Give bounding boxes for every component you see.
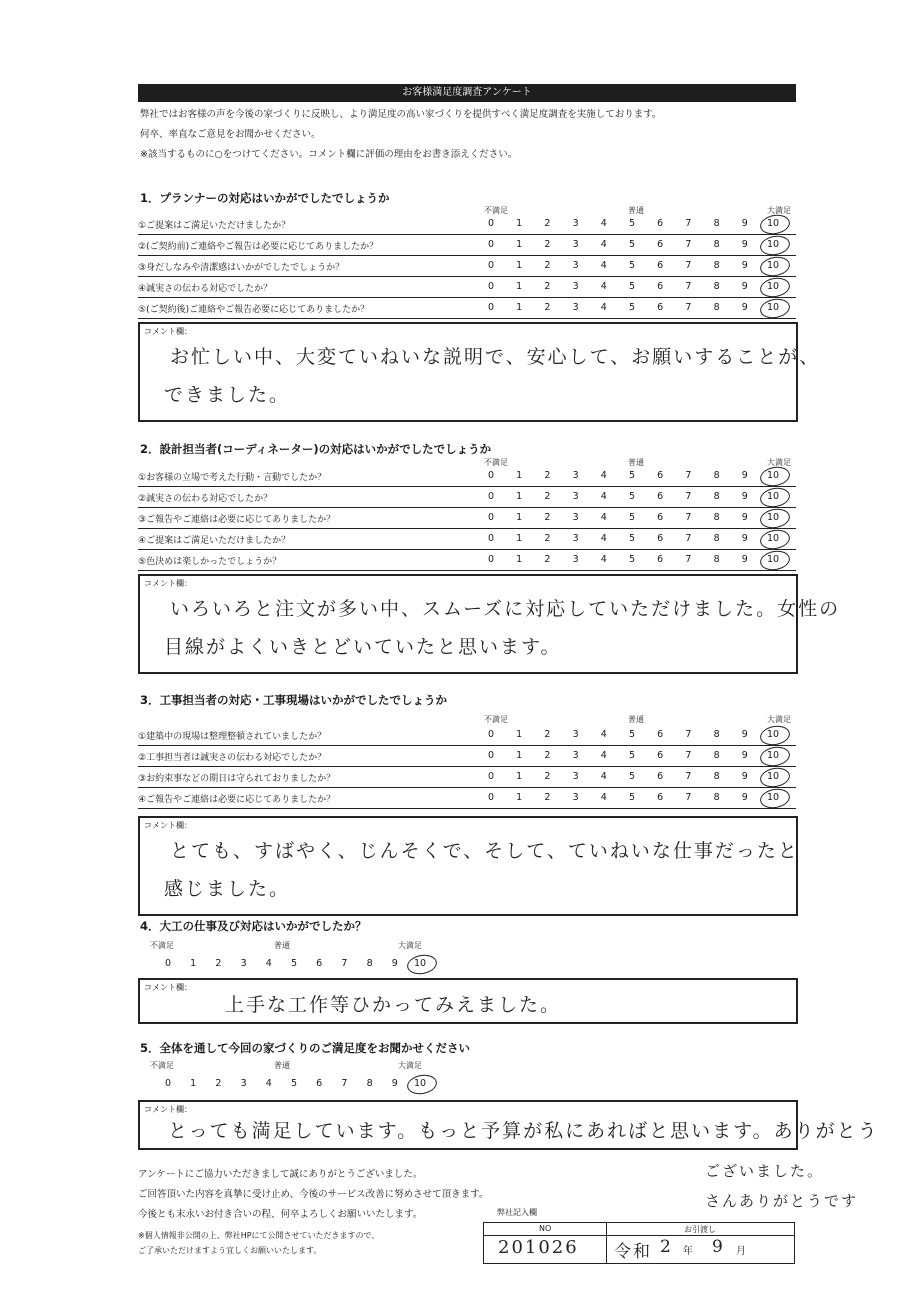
score-option-8[interactable]: 8 bbox=[713, 239, 720, 250]
score-option-0[interactable]: 0 bbox=[487, 792, 495, 803]
score-option-8[interactable]: 8 bbox=[713, 491, 720, 502]
score-option-5[interactable]: 5 bbox=[628, 491, 636, 502]
scale-low-label: 不満足 bbox=[484, 458, 508, 467]
score-option-5[interactable]: 5 bbox=[628, 260, 636, 271]
score-option-7[interactable]: 7 bbox=[685, 302, 692, 313]
footer-note-2: ご了承いただけますよう宜しくお願いいたします。 bbox=[138, 1246, 322, 1255]
selected-score-circle bbox=[759, 255, 792, 279]
score-option-3[interactable]: 3 bbox=[572, 554, 579, 565]
scale-high-label: 大満足 bbox=[767, 206, 791, 215]
question-text: ⑤(ご契約後)ご連絡やご報告必要に応じてありましたか？ bbox=[138, 305, 370, 315]
score-option-1[interactable]: 1 bbox=[516, 792, 523, 803]
score-option-10[interactable]: 10 bbox=[413, 1078, 427, 1089]
score-option-3[interactable]: 3 bbox=[572, 302, 579, 313]
scale-low-label: 不満足 bbox=[150, 1061, 174, 1070]
question-text: ①建築中の現場は整理整頓されていましたか？ bbox=[138, 732, 327, 742]
score-option-9[interactable]: 9 bbox=[741, 729, 748, 740]
score-option-6[interactable]: 6 bbox=[657, 771, 664, 782]
score-option-7[interactable]: 7 bbox=[685, 729, 692, 740]
score-option-5[interactable]: 5 bbox=[628, 729, 636, 740]
score-option-10[interactable]: 10 bbox=[766, 218, 780, 229]
scale-low-label: 不満足 bbox=[150, 941, 174, 950]
intro-line-3: ※該当するものに○をつけてください。コメント欄に評価の理由をお書き添えください。 bbox=[140, 149, 518, 160]
comment-label: コメント欄： bbox=[144, 327, 192, 336]
office-no-value: 201026 bbox=[498, 1237, 579, 1258]
score-option-1[interactable]: 1 bbox=[190, 958, 197, 969]
score-option-7[interactable]: 7 bbox=[685, 792, 692, 803]
section-5-title: 5．全体を通して今回の家づくりのご満足度をお聞かせください bbox=[140, 1041, 470, 1055]
score-option-3[interactable]: 3 bbox=[572, 792, 579, 803]
score-option-6[interactable]: 6 bbox=[657, 239, 664, 250]
score-option-3[interactable]: 3 bbox=[572, 218, 579, 229]
score-option-4[interactable]: 4 bbox=[600, 729, 607, 740]
score-option-1[interactable]: 1 bbox=[516, 771, 523, 782]
score-option-3[interactable]: 3 bbox=[572, 512, 579, 523]
score-option-6[interactable]: 6 bbox=[316, 958, 323, 969]
section-2-comment-box bbox=[138, 574, 841, 674]
score-option-9[interactable]: 9 bbox=[741, 554, 748, 565]
score-option-0[interactable]: 0 bbox=[164, 1078, 172, 1089]
score-option-4[interactable]: 4 bbox=[600, 533, 607, 544]
selected-score-circle bbox=[406, 953, 439, 977]
section-3-comment-box bbox=[138, 816, 798, 916]
score-option-7[interactable]: 7 bbox=[685, 218, 692, 229]
score-option-4[interactable]: 4 bbox=[600, 792, 607, 803]
score-option-1[interactable]: 1 bbox=[516, 533, 523, 544]
score-option-3[interactable]: 3 bbox=[240, 1078, 247, 1089]
selected-score-circle bbox=[759, 549, 792, 573]
selected-score-circle bbox=[759, 787, 792, 811]
intro-line-1: 弊社ではお客様の声を今後の家づくりに反映し、より満足度の高い家づくりを提供すべく満足度調査を実施しております。 bbox=[140, 109, 662, 120]
score-option-3[interactable]: 3 bbox=[572, 533, 579, 544]
score-option-9[interactable]: 9 bbox=[741, 260, 748, 271]
question-text: ②誠実さの伝わる対応でしたか？ bbox=[138, 494, 273, 504]
score-option-4[interactable]: 4 bbox=[600, 260, 607, 271]
score-option-2[interactable]: 2 bbox=[544, 302, 551, 313]
handwritten-comment: お忙しい中、大変ていねいな説明で、安心して、お願いすることが、 bbox=[170, 346, 821, 368]
score-option-3[interactable]: 3 bbox=[572, 281, 579, 292]
score-option-7[interactable]: 7 bbox=[685, 533, 692, 544]
score-option-6[interactable]: 6 bbox=[657, 750, 664, 761]
score-option-5[interactable]: 5 bbox=[628, 792, 636, 803]
score-option-8[interactable]: 8 bbox=[366, 1078, 373, 1089]
selected-score-circle bbox=[759, 724, 792, 748]
score-option-9[interactable]: 9 bbox=[741, 533, 748, 544]
question-text: ①お客様の立場で考えた行動・言動でしたか？ bbox=[138, 473, 327, 483]
score-option-5[interactable]: 5 bbox=[628, 554, 636, 565]
score-option-9[interactable]: 9 bbox=[741, 512, 748, 523]
question-row bbox=[138, 529, 796, 550]
selected-score-circle bbox=[759, 213, 792, 237]
score-option-4[interactable]: 4 bbox=[600, 554, 607, 565]
score-option-3[interactable]: 3 bbox=[572, 260, 579, 271]
score-option-1[interactable]: 1 bbox=[516, 239, 523, 250]
score-option-1[interactable]: 1 bbox=[516, 729, 523, 740]
score-option-5[interactable]: 5 bbox=[628, 302, 636, 313]
score-option-6[interactable]: 6 bbox=[657, 792, 664, 803]
score-option-1[interactable]: 1 bbox=[516, 512, 523, 523]
score-option-0[interactable]: 0 bbox=[487, 470, 495, 481]
office-era: 令和 bbox=[614, 1242, 652, 1262]
score-option-0[interactable]: 0 bbox=[487, 260, 495, 271]
question-row bbox=[138, 298, 796, 319]
score-option-8[interactable]: 8 bbox=[713, 218, 720, 229]
score-option-0[interactable]: 0 bbox=[487, 491, 495, 502]
score-option-3[interactable]: 3 bbox=[572, 729, 579, 740]
score-option-9[interactable]: 9 bbox=[741, 281, 748, 292]
score-option-5[interactable]: 5 bbox=[628, 218, 636, 229]
score-option-0[interactable]: 0 bbox=[487, 533, 495, 544]
score-option-6[interactable]: 6 bbox=[316, 1078, 323, 1089]
score-option-0[interactable]: 0 bbox=[487, 512, 495, 523]
score-option-2[interactable]: 2 bbox=[215, 1078, 222, 1089]
score-option-2[interactable]: 2 bbox=[544, 260, 551, 271]
question-row bbox=[138, 550, 796, 571]
office-year: 2 bbox=[660, 1237, 673, 1257]
office-heading: 弊社記入欄 bbox=[497, 1208, 537, 1217]
score-option-7[interactable]: 7 bbox=[685, 281, 692, 292]
score-option-2[interactable]: 2 bbox=[544, 218, 551, 229]
scale-low-label: 不満足 bbox=[484, 206, 508, 215]
score-option-5[interactable]: 5 bbox=[628, 239, 636, 250]
scale-mid-label: 普通 bbox=[274, 1061, 290, 1070]
score-option-0[interactable]: 0 bbox=[164, 958, 172, 969]
score-option-8[interactable]: 8 bbox=[713, 554, 720, 565]
score-option-7[interactable]: 7 bbox=[685, 512, 692, 523]
score-option-1[interactable]: 1 bbox=[516, 491, 523, 502]
handwritten-comment: 上手な工作等ひかってみえました。 bbox=[225, 994, 562, 1016]
score-option-8[interactable]: 8 bbox=[366, 958, 373, 969]
score-option-8[interactable]: 8 bbox=[713, 729, 720, 740]
score-option-4[interactable]: 4 bbox=[600, 470, 607, 481]
scale-high-label: 大満足 bbox=[398, 1061, 422, 1070]
question-row bbox=[138, 466, 796, 487]
handwritten-comment: 目線がよくいきとどいていたと思います。 bbox=[164, 636, 562, 658]
comment-label: コメント欄： bbox=[144, 821, 192, 830]
section-5-comment-box bbox=[138, 1100, 879, 1150]
score-option-8[interactable]: 8 bbox=[713, 533, 720, 544]
scale-mid-label: 普通 bbox=[274, 941, 290, 950]
score-option-2[interactable]: 2 bbox=[544, 729, 551, 740]
score-option-5[interactable]: 5 bbox=[628, 281, 636, 292]
handwritten-extra-1: ございました。 bbox=[705, 1162, 825, 1180]
intro-line-2: 何卒、率直なご意見をお聞かせください。 bbox=[140, 129, 321, 140]
score-option-8[interactable]: 8 bbox=[713, 260, 720, 271]
score-option-2[interactable]: 2 bbox=[544, 491, 551, 502]
score-option-0[interactable]: 0 bbox=[487, 302, 495, 313]
office-handover-label: お引渡し bbox=[684, 1225, 716, 1234]
score-option-7[interactable]: 7 bbox=[685, 554, 692, 565]
score-option-7[interactable]: 7 bbox=[341, 958, 348, 969]
score-option-1[interactable]: 1 bbox=[516, 218, 523, 229]
score-option-0[interactable]: 0 bbox=[487, 554, 495, 565]
handwritten-comment: いろいろと注文が多い中、スムーズに対応していただけました。女性の bbox=[170, 598, 841, 620]
score-option-1[interactable]: 1 bbox=[190, 1078, 197, 1089]
score-option-9[interactable]: 9 bbox=[741, 771, 748, 782]
score-option-3[interactable]: 3 bbox=[240, 958, 247, 969]
question-text: ②(ご契約前)ご連絡やご報告は必要に応じてありましたか？ bbox=[138, 242, 379, 252]
handwritten-comment: できました。 bbox=[164, 384, 291, 406]
scale-mid-label: 普通 bbox=[628, 458, 644, 467]
score-option-8[interactable]: 8 bbox=[713, 512, 720, 523]
handwritten-comment: とっても満足しています。もっと予算が私にあればと思います。ありがとう bbox=[168, 1120, 879, 1142]
score-option-2[interactable]: 2 bbox=[544, 792, 551, 803]
score-option-1[interactable]: 1 bbox=[516, 260, 523, 271]
comment-label: コメント欄： bbox=[144, 1105, 192, 1114]
score-option-7[interactable]: 7 bbox=[685, 470, 692, 481]
selected-score-circle bbox=[759, 507, 792, 531]
score-option-3[interactable]: 3 bbox=[572, 470, 579, 481]
handwritten-extra-2: さんありがとうです bbox=[705, 1192, 859, 1210]
score-option-8[interactable]: 8 bbox=[713, 792, 720, 803]
question-row bbox=[138, 256, 796, 277]
score-option-10[interactable]: 10 bbox=[413, 958, 427, 969]
question-row bbox=[138, 746, 796, 767]
score-option-2[interactable]: 2 bbox=[544, 533, 551, 544]
question-row bbox=[138, 277, 796, 298]
question-text: ④誠実さの伝わる対応でしたか？ bbox=[138, 284, 273, 294]
survey-title: お客様満足度調査アンケート bbox=[138, 84, 796, 102]
selected-score-circle bbox=[759, 276, 792, 300]
question-text: ①ご提案はご満足いただけましたか？ bbox=[138, 221, 291, 231]
score-option-7[interactable]: 7 bbox=[341, 1078, 348, 1089]
score-option-9[interactable]: 9 bbox=[741, 750, 748, 761]
score-option-10[interactable]: 10 bbox=[766, 302, 780, 313]
footer-improve: ご回答頂いた内容を真摯に受け止め、今後のサービス改善に努めさせて頂きます。 bbox=[138, 1189, 489, 1200]
office-month: 9 bbox=[712, 1237, 725, 1257]
question-row bbox=[138, 235, 796, 256]
question-text: ④ご報告やご連絡は必要に応じてありましたか？ bbox=[138, 795, 336, 805]
score-option-5[interactable]: 5 bbox=[628, 750, 636, 761]
score-option-6[interactable]: 6 bbox=[657, 470, 664, 481]
selected-score-circle bbox=[759, 486, 792, 510]
office-table bbox=[483, 1222, 795, 1264]
section-2-title: 2．設計担当者(コーディネーター)の対応はいかがでしたでしょうか bbox=[140, 442, 492, 456]
score-option-1[interactable]: 1 bbox=[516, 281, 523, 292]
score-option-6[interactable]: 6 bbox=[657, 260, 664, 271]
question-text: ③身だしなみや清潔感はいかがでしたでしょうか？ bbox=[138, 263, 345, 273]
selected-score-circle bbox=[759, 465, 792, 489]
score-option-7[interactable]: 7 bbox=[685, 771, 692, 782]
score-option-7[interactable]: 7 bbox=[685, 491, 692, 502]
scale-high-label: 大満足 bbox=[398, 941, 422, 950]
score-option-0[interactable]: 0 bbox=[487, 218, 495, 229]
score-option-2[interactable]: 2 bbox=[544, 512, 551, 523]
score-option-7[interactable]: 7 bbox=[685, 260, 692, 271]
selected-score-circle bbox=[759, 766, 792, 790]
score-option-3[interactable]: 3 bbox=[572, 491, 579, 502]
score-option-2[interactable]: 2 bbox=[544, 281, 551, 292]
score-option-5[interactable]: 5 bbox=[290, 958, 298, 969]
selected-score-circle bbox=[759, 528, 792, 552]
question-text: ③ご報告やご連絡は必要に応じてありましたか？ bbox=[138, 515, 336, 525]
score-option-5[interactable]: 5 bbox=[628, 512, 636, 523]
score-option-5[interactable]: 5 bbox=[628, 533, 636, 544]
score-option-8[interactable]: 8 bbox=[713, 302, 720, 313]
score-option-3[interactable]: 3 bbox=[572, 771, 579, 782]
office-no-label: NO bbox=[539, 1224, 552, 1233]
section-4-comment-box bbox=[138, 978, 798, 1024]
footer-thanks: アンケートにご協力いただきまして誠にありがとうございました。 bbox=[138, 1169, 423, 1180]
score-option-9[interactable]: 9 bbox=[741, 470, 748, 481]
question-text: ④ご提案はご満足いただけましたか？ bbox=[138, 536, 291, 546]
score-option-8[interactable]: 8 bbox=[713, 771, 720, 782]
handwritten-comment: とても、すばやく、じんそくで、そして、ていねいな仕事だったと bbox=[170, 840, 799, 862]
score-option-1[interactable]: 1 bbox=[516, 554, 523, 565]
score-option-0[interactable]: 0 bbox=[487, 771, 495, 782]
score-option-10[interactable]: 10 bbox=[766, 533, 780, 544]
score-option-4[interactable]: 4 bbox=[600, 281, 607, 292]
office-month-label: 月 bbox=[736, 1246, 746, 1257]
question-text: ②工事担当者は誠実さの伝わる対応でしたか？ bbox=[138, 753, 327, 763]
score-option-3[interactable]: 3 bbox=[572, 750, 579, 761]
score-option-2[interactable]: 2 bbox=[215, 958, 222, 969]
score-option-5[interactable]: 5 bbox=[628, 771, 636, 782]
comment-label: コメント欄： bbox=[144, 983, 192, 992]
score-option-10[interactable]: 10 bbox=[766, 771, 780, 782]
score-option-8[interactable]: 8 bbox=[713, 281, 720, 292]
score-option-6[interactable]: 6 bbox=[657, 491, 664, 502]
score-option-9[interactable]: 9 bbox=[391, 1078, 398, 1089]
section-4-title: 4．大工の仕事及び対応はいかがでしたか？ bbox=[140, 919, 367, 933]
score-option-9[interactable]: 9 bbox=[741, 218, 748, 229]
footer-note-1: ※個人情報非公開の上、弊社HPにて公開させていただきますので、 bbox=[138, 1231, 380, 1240]
score-option-9[interactable]: 9 bbox=[741, 792, 748, 803]
score-option-0[interactable]: 0 bbox=[487, 750, 495, 761]
score-option-8[interactable]: 8 bbox=[713, 470, 720, 481]
score-option-1[interactable]: 1 bbox=[516, 750, 523, 761]
score-option-10[interactable]: 10 bbox=[766, 512, 780, 523]
score-option-6[interactable]: 6 bbox=[657, 281, 664, 292]
score-option-4[interactable]: 4 bbox=[600, 218, 607, 229]
score-option-9[interactable]: 9 bbox=[391, 958, 398, 969]
selected-score-circle bbox=[759, 297, 792, 321]
score-option-7[interactable]: 7 bbox=[685, 239, 692, 250]
scale-mid-label: 普通 bbox=[628, 206, 644, 215]
score-option-1[interactable]: 1 bbox=[516, 302, 523, 313]
score-option-10[interactable]: 10 bbox=[766, 239, 780, 250]
footer-regards: 今後とも末永いお付き合いの程、何卒よろしくお願いいたします。 bbox=[138, 1209, 423, 1220]
question-row bbox=[138, 767, 796, 788]
score-option-2[interactable]: 2 bbox=[544, 750, 551, 761]
question-text: ③お約束事などの期日は守られておりましたか？ bbox=[138, 774, 336, 784]
score-option-4[interactable]: 4 bbox=[600, 302, 607, 313]
score-option-0[interactable]: 0 bbox=[487, 239, 495, 250]
score-option-5[interactable]: 5 bbox=[290, 1078, 298, 1089]
selected-score-circle bbox=[759, 745, 792, 769]
score-option-1[interactable]: 1 bbox=[516, 470, 523, 481]
score-option-4[interactable]: 4 bbox=[265, 1078, 272, 1089]
score-option-9[interactable]: 9 bbox=[741, 491, 748, 502]
score-option-10[interactable]: 10 bbox=[766, 729, 780, 740]
score-option-2[interactable]: 2 bbox=[544, 771, 551, 782]
question-row bbox=[138, 508, 796, 529]
score-option-10[interactable]: 10 bbox=[766, 750, 780, 761]
question-row bbox=[138, 487, 796, 508]
question-text: ⑤色決めは楽しかったでしょうか？ bbox=[138, 557, 282, 567]
scale-high-label: 大満足 bbox=[767, 458, 791, 467]
score-option-2[interactable]: 2 bbox=[544, 554, 551, 565]
score-option-4[interactable]: 4 bbox=[600, 750, 607, 761]
question-row bbox=[138, 214, 796, 235]
score-option-0[interactable]: 0 bbox=[487, 281, 495, 292]
question-row bbox=[138, 725, 796, 746]
score-option-6[interactable]: 6 bbox=[657, 512, 664, 523]
selected-score-circle bbox=[406, 1073, 439, 1097]
comment-label: コメント欄： bbox=[144, 579, 192, 588]
score-option-6[interactable]: 6 bbox=[657, 554, 664, 565]
score-option-2[interactable]: 2 bbox=[544, 239, 551, 250]
score-option-6[interactable]: 6 bbox=[657, 533, 664, 544]
score-option-10[interactable]: 10 bbox=[766, 281, 780, 292]
score-option-10[interactable]: 10 bbox=[766, 260, 780, 271]
score-option-5[interactable]: 5 bbox=[628, 470, 636, 481]
section-1-comment-box bbox=[138, 322, 821, 422]
score-option-4[interactable]: 4 bbox=[600, 491, 607, 502]
score-option-10[interactable]: 10 bbox=[766, 491, 780, 502]
office-year-label: 年 bbox=[683, 1246, 693, 1257]
section-3-title: 3．工事担当者の対応・工事現場はいかがでしたでしょうか bbox=[140, 693, 447, 707]
section-1-title: 1．プランナーの対応はいかがでしたでしょうか bbox=[140, 191, 390, 205]
scale-high-label: 大満足 bbox=[767, 715, 791, 724]
score-option-10[interactable]: 10 bbox=[766, 792, 780, 803]
score-option-10[interactable]: 10 bbox=[766, 554, 780, 565]
score-option-4[interactable]: 4 bbox=[600, 771, 607, 782]
score-option-4[interactable]: 4 bbox=[600, 512, 607, 523]
score-option-10[interactable]: 10 bbox=[766, 470, 780, 481]
score-option-9[interactable]: 9 bbox=[741, 239, 748, 250]
score-option-9[interactable]: 9 bbox=[741, 302, 748, 313]
score-option-8[interactable]: 8 bbox=[713, 750, 720, 761]
score-option-6[interactable]: 6 bbox=[657, 218, 664, 229]
score-option-4[interactable]: 4 bbox=[265, 958, 272, 969]
scale-low-label: 不満足 bbox=[484, 715, 508, 724]
selected-score-circle bbox=[759, 234, 792, 258]
score-option-4[interactable]: 4 bbox=[600, 239, 607, 250]
score-option-2[interactable]: 2 bbox=[544, 470, 551, 481]
question-row bbox=[138, 788, 796, 809]
handwritten-comment: 感じました。 bbox=[164, 878, 291, 900]
score-option-3[interactable]: 3 bbox=[572, 239, 579, 250]
scale-mid-label: 普通 bbox=[628, 715, 644, 724]
score-option-0[interactable]: 0 bbox=[487, 729, 495, 740]
score-option-7[interactable]: 7 bbox=[685, 750, 692, 761]
score-option-6[interactable]: 6 bbox=[657, 729, 664, 740]
score-option-6[interactable]: 6 bbox=[657, 302, 664, 313]
